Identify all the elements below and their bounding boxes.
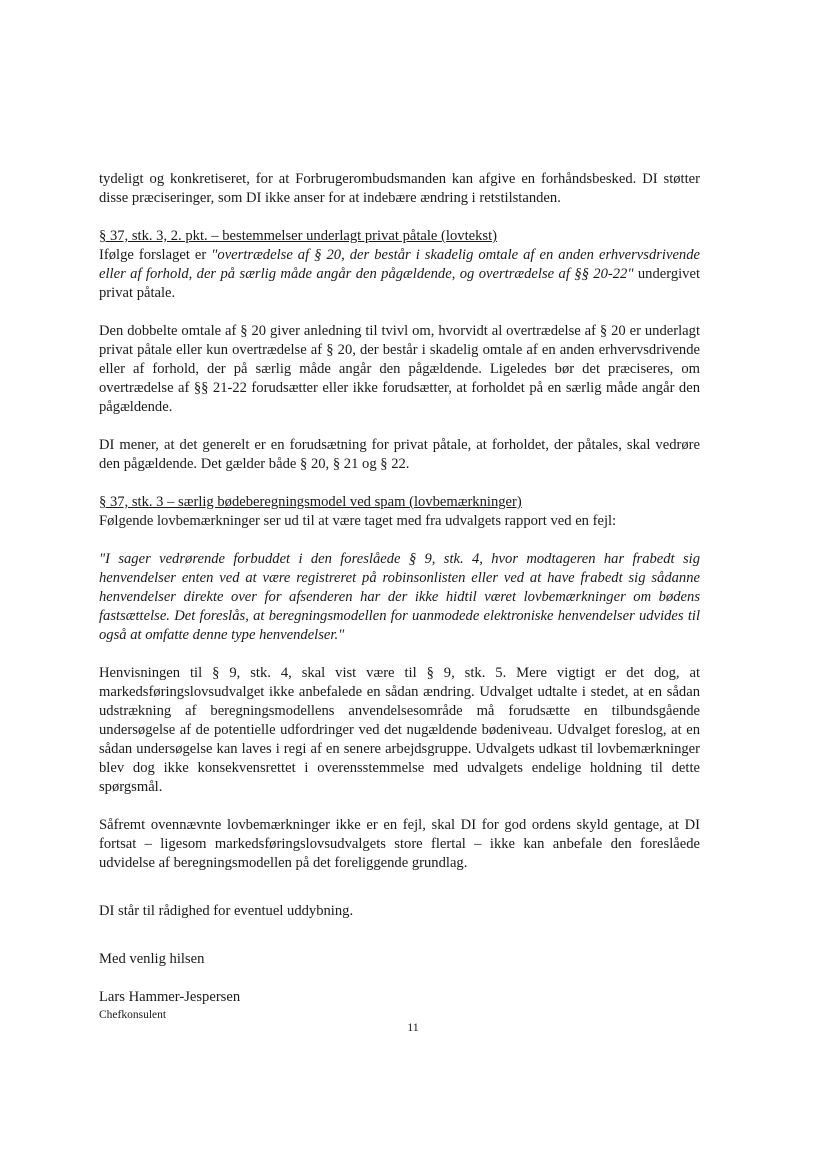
paragraph-availability: DI står til rådighed for eventuel uddybning. — [99, 903, 354, 919]
closing-salutation: Med venlig hilsen — [99, 951, 205, 967]
paragraph-double-mention: Den dobbelte omtale af § 20 giver anledning til tvivl om, hvorvidt al overtrædelse af § 20 er underlagt privat påtale eller kun overtrædelse af § 20, der består i skadelig omtale af en anden erhvervsdrivende eller af forhold, der på særlig måde angår den pågældende. Ligeledes bør det præciseres, om overtrædelse af §§ 21-22 forudsætter eller ikke forudsætter, at forholdet på en særlig måde angår den pågældende. — [99, 323, 700, 415]
page-number: 11 — [407, 1020, 419, 1034]
document-body — [99, 170, 700, 1023]
section-heading-fine-model: § 37, stk. 3 – særlig bødeberegningsmodel ved spam (lovbemærkninger) — [99, 494, 522, 510]
signature-title: Chefkonsulent — [99, 1009, 167, 1021]
paragraph-intro: tydeligt og konkretiseret, for at Forbrugerombudsmanden kan afgive en forhåndsbesked. DI støtter disse præciseringer, som DI ikke anser for at indebære ændring i retstilstanden. — [99, 171, 700, 206]
block-quote-remarks: "I sager vedrørende forbuddet i den foreslåede § 9, stk. 4, hvor modtageren har frabedt sig henvendelser enten ved at være registreret på robinsonlisten eller ved at have frabedt sig sådanne henvendelser direkte over for afsenderen har der ikke hidtil været lovbemærkninger om bødens fastsættelse. Det foreslås, at beregningsmodellen for uanmodede elektroniske henvendelser udvides til også at omfatte denne type henvendelser." — [99, 551, 700, 643]
paragraph-remarks-intro: Følgende lovbemærkninger ser ud til at være taget med fra udvalgets rapport ved en fejl: — [99, 513, 617, 529]
paragraph-repeat-position: Såfremt ovennævnte lovbemærkninger ikke er en fejl, skal DI for god ordens skyld gentage, at DI fortsat – ligesom markedsføringslovsudvalgets store flertal – ikke kan anbefale den foreslåede udvidelse af beregningsmodellen på det foreliggende grundlag. — [99, 817, 700, 871]
quoted-law-text: "overtrædelse af § 20, der består i skadelig omtale af en anden erhvervsdrivende eller af forhold, der på særlig måde angår den pågældende, og overtrædelse af §§ 20-22" — [99, 247, 701, 282]
paragraph-reference: Henvisningen til § 9, stk. 4, skal vist være til § 9, stk. 5. Mere vigtigt er det dog, at markedsføringslovsudvalget ikke anbefalede en sådan ændring. Udvalget udtalte i stedet, at en sådan udstrækning af beregningsmodellens anvendelsesområde må forudsætte en tilbundsgående undersøgelse af de potentielle udfordringer ved det nugældende bødeniveau. Udvalget foreslog, at en sådan undersøgelse kan laves i regi af en senere arbejdsgruppe. Udvalgets udkast til lovbemærkninger blev dog ikke konsekvensrettet i overensstemmelse med udvalgets endelige holdning til dette spørgsmål. — [99, 665, 700, 795]
signature-name: Lars Hammer-Jespersen — [99, 989, 241, 1005]
paragraph-di-opinion: DI mener, at det generelt er en forudsætning for privat påtale, at forholdet, der påtales, skal vedrøre den pågældende. Det gælder både § 20, § 21 og § 22. — [99, 437, 700, 472]
paragraph-proposal: Ifølge forslaget er "overtrædelse af § 20, der består i skadelig omtale af en anden erhvervsdrivende eller af forhold, der på særlig måde angår den pågældende, og overtrædelse af §§ 20-22" undergivet privat påtale. — [99, 247, 701, 301]
section-heading-private-prosecution: § 37, stk. 3, 2. pkt. – bestemmelser underlagt privat påtale (lovtekst) — [99, 228, 497, 244]
